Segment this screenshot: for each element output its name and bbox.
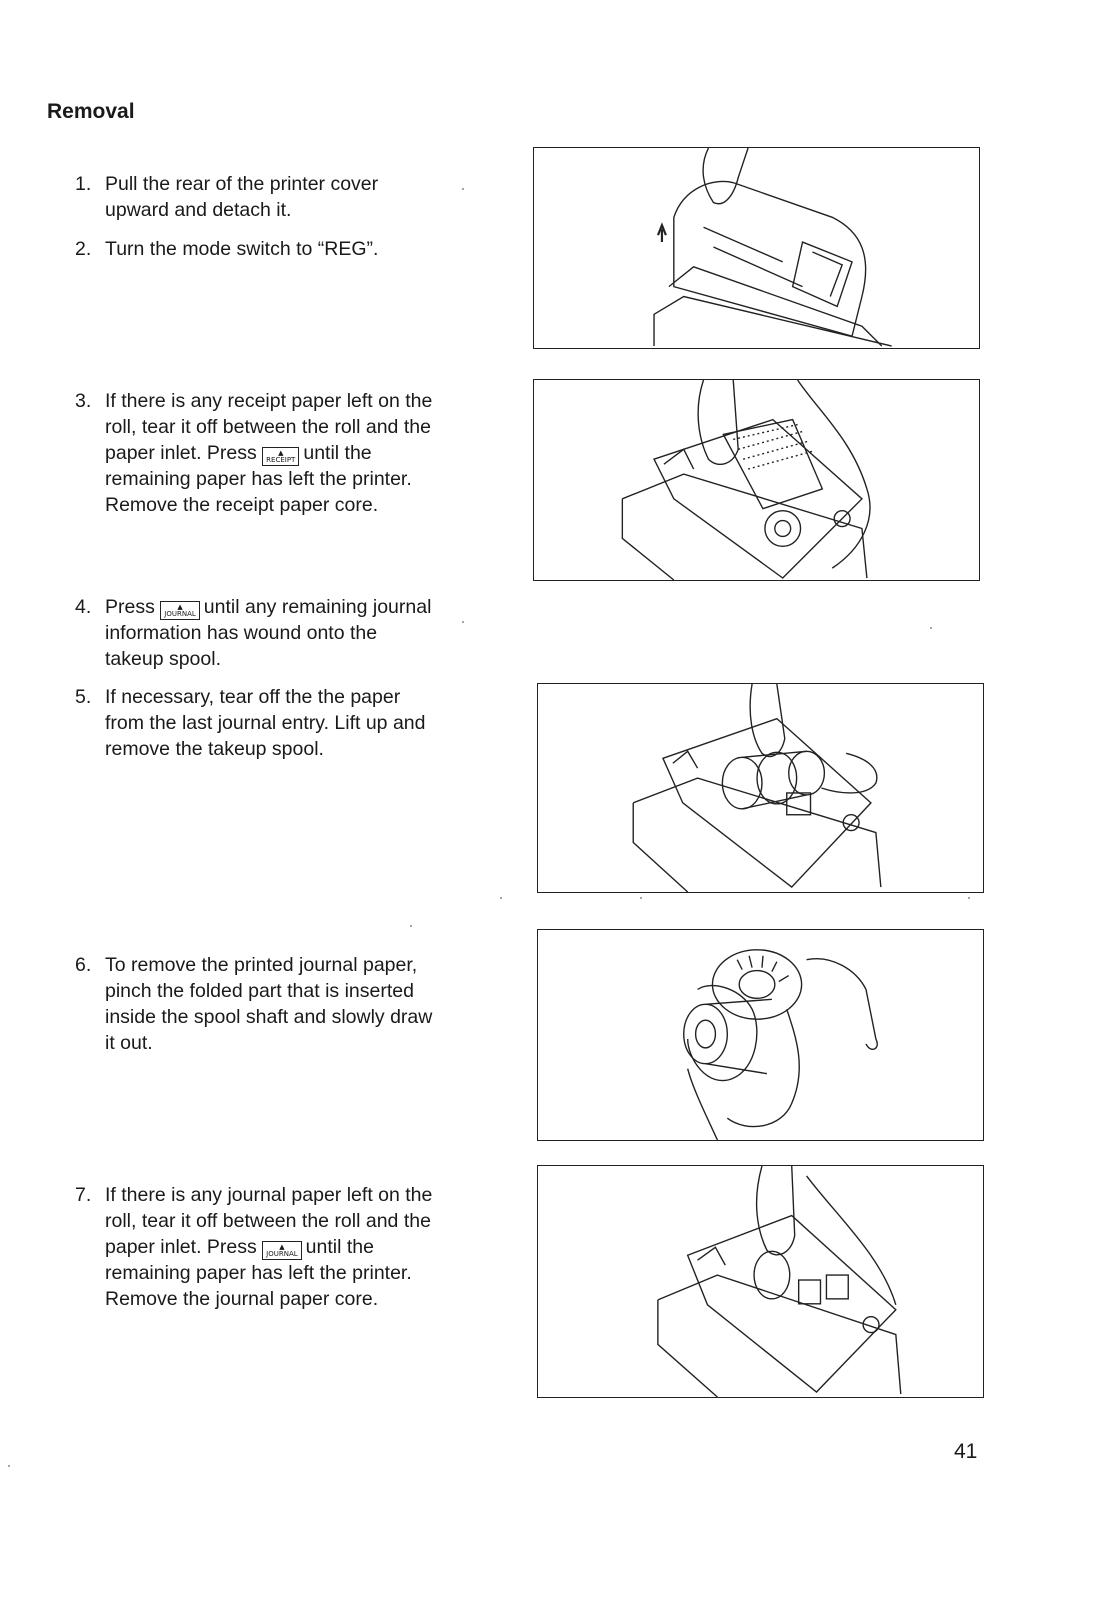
step-number: 5. xyxy=(75,686,92,708)
key-label: JOURNAL xyxy=(266,1250,298,1258)
journal-feed-key-icon: ▲ JOURNAL xyxy=(160,601,200,620)
step-number: 7. xyxy=(75,1184,92,1206)
step-text: Turn the mode switch to “REG”. xyxy=(105,238,379,260)
scan-speck xyxy=(462,621,464,623)
step-number: 4. xyxy=(75,596,92,618)
step-text: Pull the rear of the printer cover upward and detach it. xyxy=(105,173,379,221)
step-number: 6. xyxy=(75,954,92,976)
key-label: JOURNAL xyxy=(164,610,196,618)
step-number: 2. xyxy=(75,238,92,260)
scan-speck xyxy=(500,897,502,899)
journal-core-drawing xyxy=(538,1166,983,1397)
step-text: If necessary, tear off the the paper from the last journal entry. Lift up and remove the takeup spool. xyxy=(105,686,426,760)
step-text: If there is any journal paper left on the roll, tear it off between the roll and the paper inlet. Press xyxy=(105,1184,433,1258)
step-text: until any remaining journal information has wound onto the takeup spool. xyxy=(105,596,432,670)
illustration-remove-journal-core xyxy=(537,1165,984,1398)
journal-feed-key-icon: ▲ JOURNAL xyxy=(262,1241,302,1260)
step-1 xyxy=(75,171,435,223)
journal-paper-drawing xyxy=(538,930,983,1140)
step-2 xyxy=(75,236,435,262)
step-number: 3. xyxy=(75,390,92,412)
step-text: If there is any receipt paper left on the roll, tear it off between the roll and the paper inlet. Press xyxy=(105,390,433,464)
illustration-remove-takeup-spool xyxy=(537,683,984,893)
illustration-draw-out-journal-paper xyxy=(537,929,984,1141)
printer-cover-drawing xyxy=(534,148,979,348)
step-7 xyxy=(75,1182,435,1312)
step-4 xyxy=(75,594,435,672)
section-heading: Removal xyxy=(47,100,135,123)
scan-speck xyxy=(462,188,464,190)
illustration-remove-printer-cover xyxy=(533,147,980,349)
scan-speck xyxy=(8,1465,10,1467)
scan-speck xyxy=(410,925,412,927)
illustration-remove-receipt-core xyxy=(533,379,980,581)
scan-speck xyxy=(968,897,970,899)
step-text: To remove the printed journal paper, pinch the folded part that is inserted inside the spool shaft and slowly draw it out. xyxy=(105,954,433,1054)
step-text: until the remaining paper has left the printer. Remove the receipt paper core. xyxy=(105,442,412,516)
page-number: 41 xyxy=(954,1440,978,1463)
step-number: 1. xyxy=(75,173,92,195)
key-label: RECEIPT xyxy=(266,456,296,464)
receipt-core-drawing xyxy=(534,380,979,580)
scan-speck xyxy=(930,627,932,629)
receipt-feed-key-icon: ▲ RECEIPT xyxy=(262,447,299,466)
step-5 xyxy=(75,684,435,762)
step-6 xyxy=(75,952,435,1056)
step-text: Press xyxy=(105,596,155,618)
step-text: until the remaining paper has left the printer. Remove the journal paper core. xyxy=(105,1236,412,1310)
step-3 xyxy=(75,388,435,518)
scan-speck xyxy=(640,897,642,899)
takeup-spool-drawing xyxy=(538,684,983,892)
